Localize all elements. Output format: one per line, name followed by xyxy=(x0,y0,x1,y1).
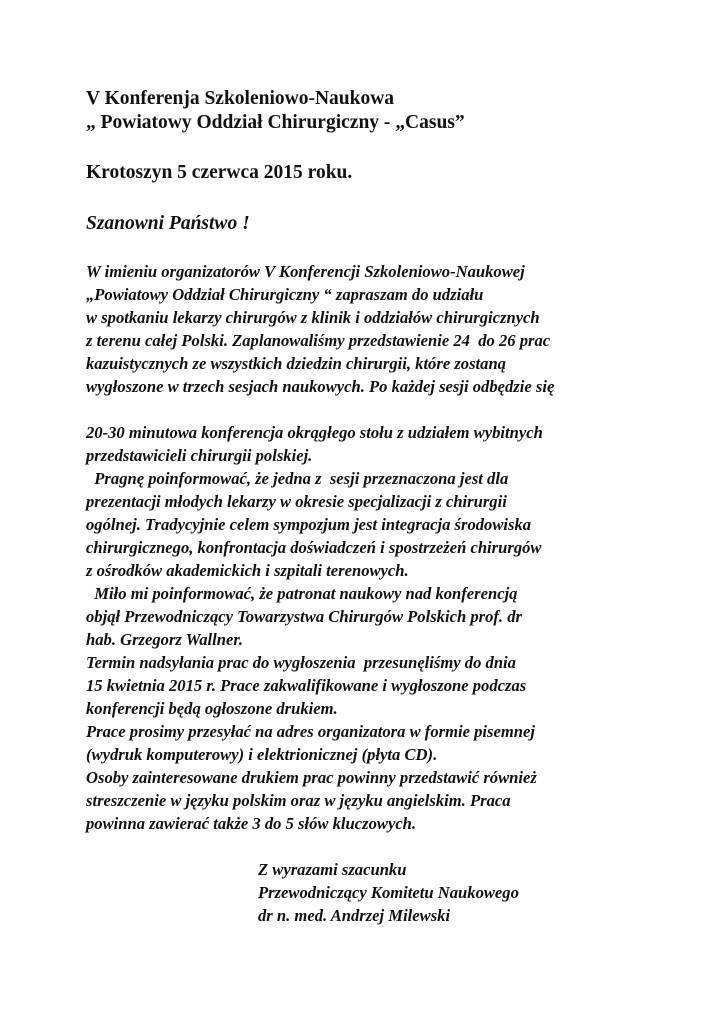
body-line: z terenu całej Polski. Zaplanowaliśmy przedstawienie 24 do 26 prac xyxy=(86,331,551,350)
body-line: powinna zawierać także 3 do 5 słów kluczowych. xyxy=(86,814,417,833)
place-and-date: Krotoszyn 5 czerwca 2015 roku. xyxy=(86,162,353,183)
body-line: objął Przewodniczący Towarzystwa Chirurgów Polskich prof. dr xyxy=(86,607,522,626)
conference-title-line-1: V Konferenja Szkoleniowo-Naukowa xyxy=(86,88,395,109)
body-line: wygłoszone w trzech sesjach naukowych. Po każdej sesji odbędzie się xyxy=(86,377,555,396)
signature-closing: Z wyrazami szacunku xyxy=(258,860,407,879)
greeting: Szanowni Państwo ! xyxy=(86,213,250,234)
body-line: Prace prosimy przesyłać na adres organizatora w formie pisemnej xyxy=(86,722,535,741)
body-line: kazuistycznych ze wszystkich dziedzin chirurgii, które zostaną xyxy=(86,354,506,373)
body-line: Pragnę poinformować, że jedna z sesji przeznaczona jest dla xyxy=(86,469,509,488)
body-line: Osoby zainteresowane drukiem prac powinny przedstawić również xyxy=(86,768,537,787)
body-line: 15 kwietnia 2015 r. Prace zakwalifikowane i wygłoszone podczas xyxy=(86,676,527,695)
body-line: 20-30 minutowa konferencja okrągłego stołu z udziałem wybitnych xyxy=(86,423,543,442)
body-line: chirurgicznego, konfrontacja doświadczeń i spostrzeżeń chirurgów xyxy=(86,538,542,557)
body-line: przedstawicieli chirurgii polskiej. xyxy=(86,446,313,465)
body-line: ogólnej. Tradycyjnie celem sympozjum jest integracja środowiska xyxy=(86,515,532,534)
body-line: (wydruk komputerowy) i elektrionicznej (płyta CD). xyxy=(86,745,438,764)
body-line: „Powiatowy Oddział Chirurgiczny “ zapraszam do udziału xyxy=(86,285,484,304)
conference-title-line-2: „ Powiatowy Oddział Chirurgiczny - „Casus” xyxy=(86,112,465,133)
body-line: Miło mi poinformować, że patronat naukowy nad konferencją xyxy=(86,584,518,603)
body-line: streszczenie w języku polskim oraz w języku angielskim. Praca xyxy=(86,791,511,810)
body-line: Termin nadsyłania prac do wygłoszenia przesunęliśmy do dnia xyxy=(86,653,516,672)
signature-name: dr n. med. Andrzej Milewski xyxy=(258,906,451,925)
body-line: w spotkaniu lekarzy chirurgów z klinik i oddziałów chirurgicznych xyxy=(86,308,540,327)
body-line: W imieniu organizatorów V Konferencji Szkoleniowo-Naukowej xyxy=(86,262,525,281)
body-line: z ośrodków akademickich i szpitali terenowych. xyxy=(86,561,409,580)
body-line: prezentacji młodych lekarzy w okresie specjalizacji z chirurgii xyxy=(86,492,507,511)
signature-role: Przewodniczący Komitetu Naukowego xyxy=(258,883,519,902)
body-line: konferencji będą ogłoszone drukiem. xyxy=(86,699,338,718)
body-line: hab. Grzegorz Wallner. xyxy=(86,630,244,649)
